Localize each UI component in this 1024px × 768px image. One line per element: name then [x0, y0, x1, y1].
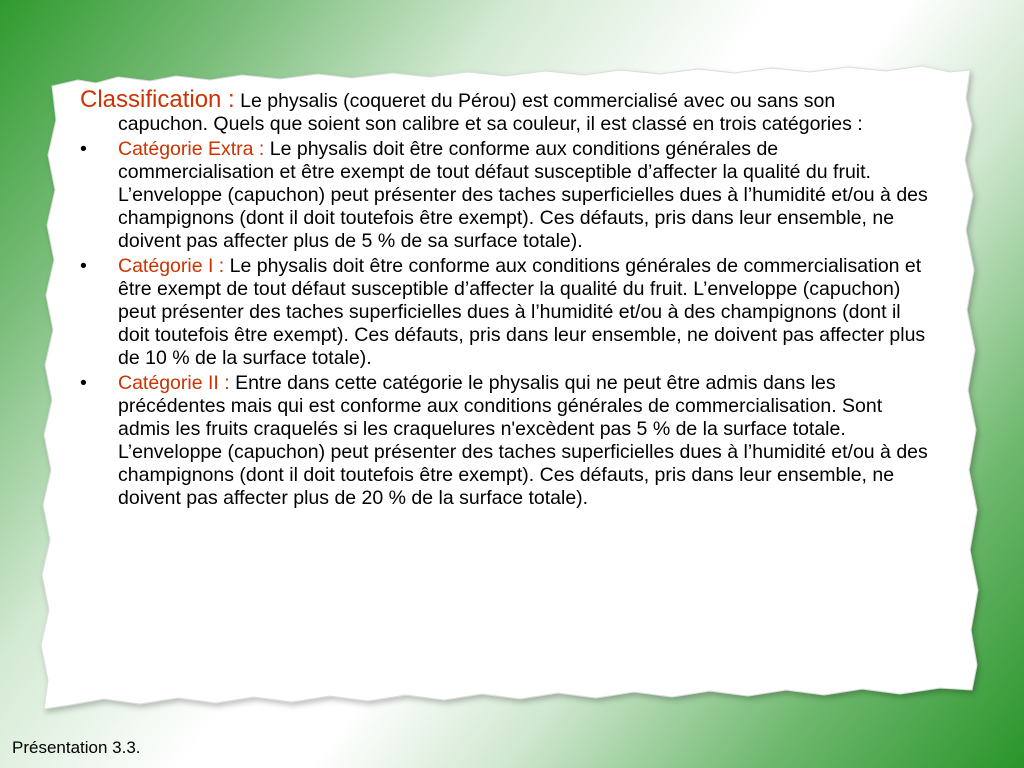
list-item-category-extra — [80, 138, 930, 253]
classification-text: Le physalis (coqueret du Pérou) est commercialisé avec ou sans son capuchon. Quels que soient son calibre et sa couleur, il est classé en trois catégories : — [118, 90, 863, 135]
category-extra-label: Catégorie Extra : — [118, 138, 265, 160]
bullet-icon: • — [80, 255, 87, 277]
slide-footer: Présentation 3.3. — [12, 738, 141, 757]
category-i-text: Le physalis doit être conforme aux conditions générales de commercialisation et être exempt de tout défaut susceptible d’affecter la qualité du fruit. L’enveloppe (capuchon) peut présenter des taches superficielles dues à l’humidité et/ou à des champignons (dont il doit toutefois être exempt). Ces défauts, pris dans leur ensemble, ne doivent pas affecter plus de 10 % de la surface totale). — [118, 255, 926, 369]
list-item-category-ii — [80, 372, 930, 510]
category-ii-label: Catégorie II : — [118, 372, 230, 394]
slide-content — [80, 88, 930, 512]
category-i-label: Catégorie I : — [118, 255, 225, 277]
bullet-icon: • — [80, 372, 87, 394]
category-extra-text: Le physalis doit être conforme aux conditions générales de commercialisation et être exempt de tout défaut susceptible d’affecter la qualité du fruit. L’enveloppe (capuchon) peut présenter des taches superficielles dues à l’humidité et/ou à des champignons (dont il doit toutefois être exempt). Ces défauts, pris dans leur ensemble, ne doivent pas affecter plus de 5 % de sa surface totale). — [118, 138, 928, 252]
category-list — [80, 138, 930, 510]
list-item-category-i — [80, 255, 930, 370]
bullet-icon: • — [80, 138, 87, 160]
classification-paragraph — [80, 88, 930, 136]
category-ii-text: Entre dans cette catégorie le physalis qui ne peut être admis dans les précédentes mais qui est conforme aux conditions générales de commercialisation. Sont admis les fruits craquelés si les craquelures n'excèdent pas 5 % de la surface totale. L’enveloppe (capuchon) peut présenter des taches superficielles dues à l’humidité et/ou à des champignons (dont il doit toutefois être exempt). Ces défauts, pris dans leur ensemble, ne doivent pas affecter plus de 20 % de la surface totale). — [118, 372, 928, 509]
classification-heading: Classification : — [80, 86, 235, 113]
